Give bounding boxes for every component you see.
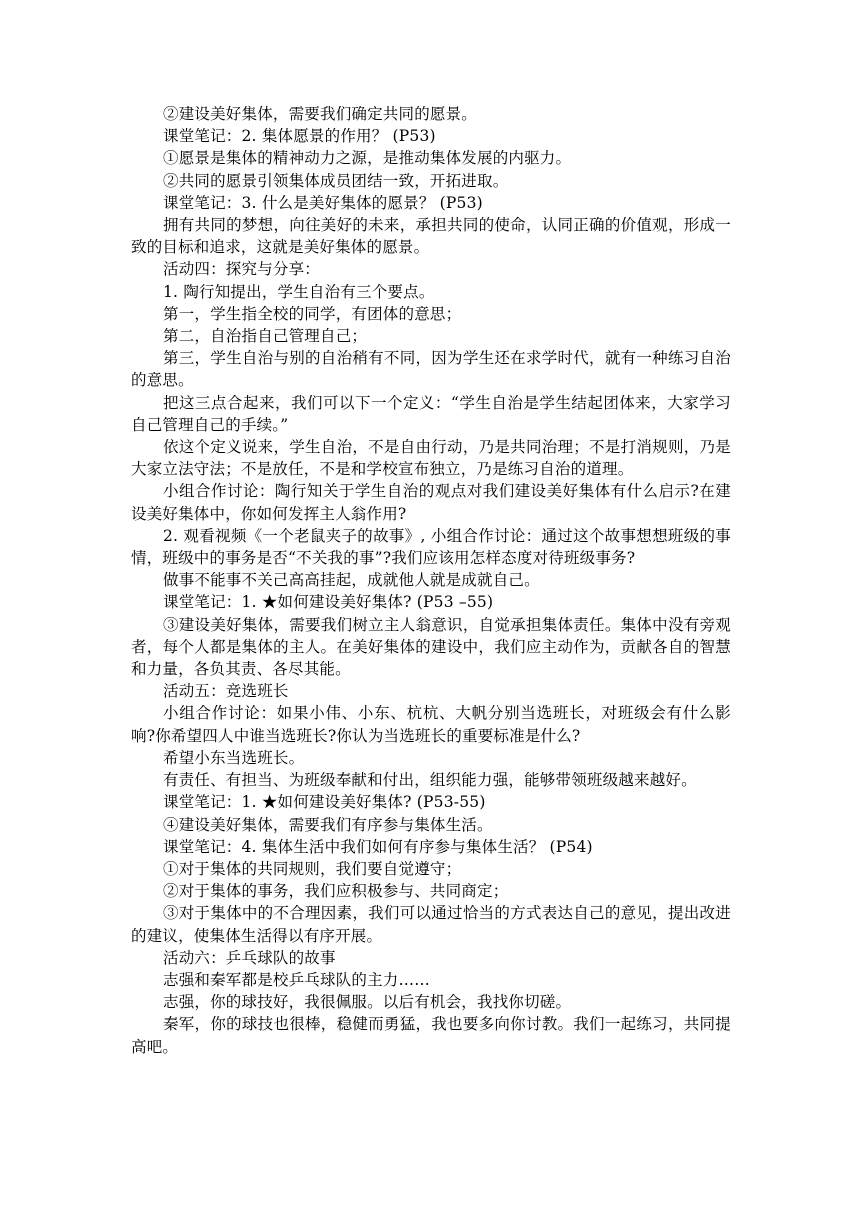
paragraph: ②建设美好集体，需要我们确定共同的愿景。 — [163, 105, 478, 123]
paragraph: 志强和秦军都是校乒乓球队的主力…… — [163, 970, 430, 989]
activity-heading: 活动六：乒乓球队的故事 — [163, 948, 336, 967]
paragraph: 秦军，你的球技也很棒，稳健而勇猛，我也要多向你讨教。我们一起练习，共同提高吧。 — [131, 1015, 731, 1056]
class-note-heading: 课堂笔记：4. 集体生活中我们如何有序参与集体生活？ (P54) — [163, 837, 593, 856]
paragraph: 把这三点合起来，我们可以下一个定义：“学生自治是学生结起团体来，大家学习自己管理自己的手续。” — [131, 393, 731, 434]
paragraph: 拥有共同的梦想，向往美好的未来，承担共同的使命，认同正确的价值观，形成一致的目标和追求，这就是美好集体的愿景。 — [131, 216, 731, 257]
paragraph: 第二，自治指自己管理自己； — [163, 327, 368, 346]
paragraph: ④建设美好集体，需要我们有序参与集体生活。 — [163, 815, 493, 834]
class-note-heading: 课堂笔记：1. ★如何建设美好集体? (P53-55) — [163, 793, 486, 812]
paragraph: 1. 陶行知提出，学生自治有三个要点。 — [163, 282, 435, 301]
paragraph: ①对于集体的共同规则，我们要自觉遵守； — [163, 859, 462, 878]
paragraph: 有责任、有担当、为班级奉献和付出，组织能力强，能够带领班级越来越好。 — [163, 771, 697, 790]
paragraph: 第一，学生指全校的同学，有团体的意思； — [163, 304, 462, 323]
paragraph: ③建设美好集体，需要我们树立主人翁意识，自觉承担集体责任。集体中没有旁观者，每个人都是集体的主人。在美好集体的建设中，我们应主动作为，贡献各自的智慧和力量，各负其责、各尽其能。 — [131, 615, 731, 679]
activity-heading: 活动五：竞选班长 — [163, 682, 289, 701]
paragraph: ②共同的愿景引领集体成员团结一致，开拓进取。 — [163, 171, 509, 190]
paragraph: 志强，你的球技好，我很佩服。以后有机会，我找你切磋。 — [163, 993, 572, 1012]
activity-heading: 活动四：探究与分享： — [163, 260, 321, 279]
class-note-heading: 课堂笔记：2. 集体愿景的作用？ (P53) — [163, 127, 436, 146]
paragraph: ③对于集体中的不合理因素，我们可以通过恰当的方式表达自己的意见，提出改进的建议，使集体生活得以有序开展。 — [131, 904, 731, 945]
paragraph: ②对于集体的事务，我们应积极参与、共同商定； — [163, 882, 509, 901]
paragraph: ①愿景是集体的精神动力之源，是推动集体发展的内驱力。 — [163, 149, 572, 168]
paragraph: 做事不能事不关己高高挂起，成就他人就是成就自己。 — [163, 571, 540, 590]
paragraph: 第三，学生自治与别的自治稍有不同，因为学生还在求学时代，就有一种练习自治的意思。 — [131, 349, 731, 390]
paragraph: 希望小东当选班长。 — [163, 748, 305, 767]
discussion-prompt: 小组合作讨论：如果小伟、小东、杭杭、大帆分别当选班长，对班级会有什么影响?你希望四人中谁当选班长?你认为当选班长的重要标准是什么? — [131, 704, 731, 745]
document-page — [131, 103, 731, 1058]
class-note-heading: 课堂笔记：1. ★如何建设美好集体? (P53 –55) — [163, 593, 494, 612]
discussion-prompt: 2. 观看视频《一个老鼠夹子的故事》, 小组合作讨论：通过这个故事想想班级的事情，班级中的事务是否“不关我的事”?我们应该用怎样态度对待班级事务? — [131, 526, 731, 568]
paragraph: 依这个定义说来，学生自治，不是自由行动，乃是共同治理；不是打消规则，乃是大家立法守法；不是放任，不是和学校宣布独立，乃是练习自治的道理。 — [131, 438, 731, 479]
class-note-heading: 课堂笔记：3. 什么是美好集体的愿景？ (P53) — [163, 193, 483, 212]
discussion-prompt: 小组合作讨论：陶行知关于学生自治的观点对我们建设美好集体有什么启示?在建设美好集体中，你如何发挥主人翁作用? — [131, 482, 731, 523]
